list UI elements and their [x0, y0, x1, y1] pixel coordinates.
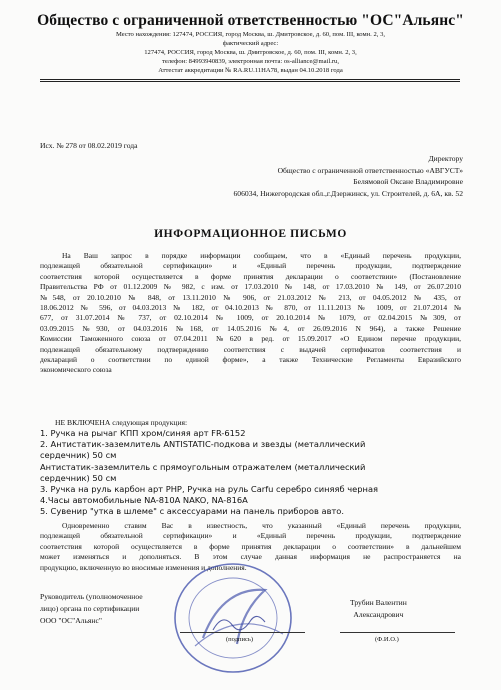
closing-line: может изменяться и дополняться. В этом случае данная информация не распространяется на — [40, 552, 461, 562]
list-item: 4.Часы автомобильные NA-810A NAKO, NA-816A — [40, 495, 248, 506]
body-line: экономического союза — [40, 365, 112, 375]
body-line: 18.06.2012 № 596, от 04.03.2013 № 182, от 04.10.2013 № 870, от 11.11.2013 № 1009, от 21.07.2014 № — [40, 302, 461, 312]
fio-label: (Ф.И.О.) — [375, 636, 399, 643]
list-item: 3. Ручка на руль карбон арт PHP, Ручка на руль Carfu серебро синяяб черная — [40, 484, 379, 495]
body-line: подлежащей обязательной сертификации» и «Единый перечень продукции, подтверждение — [40, 261, 461, 271]
signature-label: (подпись) — [226, 636, 253, 643]
signer-name-line: Александрович — [353, 609, 404, 619]
recipient-line: Белямовой Оксане Владимировне — [353, 177, 463, 186]
signatory-title-line: Руководитель (уполномоченное — [40, 592, 143, 601]
closing-line: подлежащей обязательной сертификации» и «Единый перечень продукции, подтверждение — [40, 531, 461, 541]
list-item: 1. Ручка на рычаг КПП хром/синяя арт FR-6152 — [40, 428, 246, 438]
body-line: Комиссии Таможенного союза от 07.04.2011 №620 в ред. от 15.09.2017 «О Едином перечне продукции, — [40, 334, 461, 344]
body-line: соответствия которой осуществляется в форме принятия декларации о соответствии» (Постановление — [40, 271, 461, 281]
organization-stamp — [155, 560, 305, 680]
list-item: сердечник) 50 см — [40, 472, 117, 483]
header-line-factual: 127474, РОССИЯ, город Москва, ш. Дмитровское, д. 60, пом. III, комн. 2, 3, — [144, 49, 357, 56]
list-item: Антистатик-заземлитель с прямоугольным отражателем (металлический — [40, 461, 366, 472]
list-item: 5. Сувенир "утка в шлеме" с аксессуарами на панель приборов авто. — [40, 506, 345, 517]
excluded-items-list — [40, 428, 470, 518]
header-line-factual-label: фактический адрес: — [222, 40, 279, 47]
header-line-accreditation: Аттестат аккредитации № RA.RU.11HA78, выдан 04.10.2018 года — [158, 67, 343, 74]
body-line: подлежащей обязательному подтверждению соответствия с выдачей сертификатов соответствия и — [40, 344, 461, 354]
org-title: Общество с ограниченной ответственностью "ОС"Альянс" — [37, 12, 464, 29]
signatory-title-line: ООО "ОС"Альянс" — [40, 615, 102, 625]
body-line: 677, от 31.07.2014 № 737, от 02.10.2014 № 1009, от 20.10.2014 № 1079, от 02.04.2015 №309, от — [40, 313, 461, 323]
body-line: Правительства РФ от 01.12.2009 № 982, с изм. от 17.03.2010 № 148, от 17.03.2010 № 149, от 26.07.2010 — [40, 282, 461, 292]
header-line-address: Место нахождения: 127474, РОССИЯ, город Москва, ш. Дмитровское, д. 60, пом. III, комн. 2, 3, — [115, 31, 386, 38]
header-divider — [40, 79, 460, 80]
body-line: 03.09.2015 №930, от 04.03.2016 №168, от 14.05.2016 №4, от 26.09.2016 N 964), а также Решение — [40, 323, 461, 333]
list-item: сердечник) 50 см — [40, 450, 117, 461]
body-line: №548, от 20.10.2010 № 848, от 13.11.2010 № 906, от 21.03.2012 № 213, от 04.05.2012 № 435, от — [40, 292, 461, 302]
signer-name — [350, 597, 407, 620]
recipient-line: 606034, Нижегородская обл.,г.Дзержинск, ул. Строителей, д. 6А, кв. 52 — [233, 188, 463, 198]
signatory-title — [40, 591, 143, 626]
closing-line: продукцию, включенную во вносимые изменения и дополнения. — [40, 562, 247, 572]
body-paragraph — [40, 251, 461, 376]
body-line: деклараций о соответствии по единой форме», а также Технические Регламенты Евразийского — [40, 354, 461, 364]
header-line-contacts: телефон: 84993940839, электронная почта: os-alliance@mail.ru, — [162, 58, 339, 65]
recipient-block — [234, 153, 464, 199]
fio-line — [340, 632, 455, 633]
letter-heading: ИНФОРМАЦИОННОЕ ПИСЬМО — [154, 228, 347, 240]
closing-line: соответствия которой осуществляется в форме принятия декларации о соответствии» в дальнейшем — [40, 541, 461, 551]
recipient-line: Директору — [428, 154, 463, 163]
list-item: 2. Антистатик-заземлитель ANTISTATIC-подкова и звезды (металлический — [40, 439, 366, 450]
body-line: На Ваш запрос в порядке информации сообщаем, что в «Единый перечень продукции, — [62, 251, 461, 260]
header-divider-2 — [40, 81, 460, 82]
signatory-title-line: лицо) органа по сертификации — [40, 603, 140, 613]
closing-line: Одновременно ставим Вас в известность, что указанный «Единый перечень продукции, — [62, 521, 461, 530]
signature-line — [180, 632, 305, 633]
signer-name-line: Трубин Валентин — [350, 598, 407, 607]
outgoing-ref: Исх. № 278 от 08.02.2019 года — [40, 141, 138, 150]
excluded-title: НЕ ВКЛЮЧЕНА следующая продукция: — [55, 418, 188, 427]
recipient-line: Общество с ограниченной ответственностью «АВГУСТ» — [277, 165, 463, 175]
